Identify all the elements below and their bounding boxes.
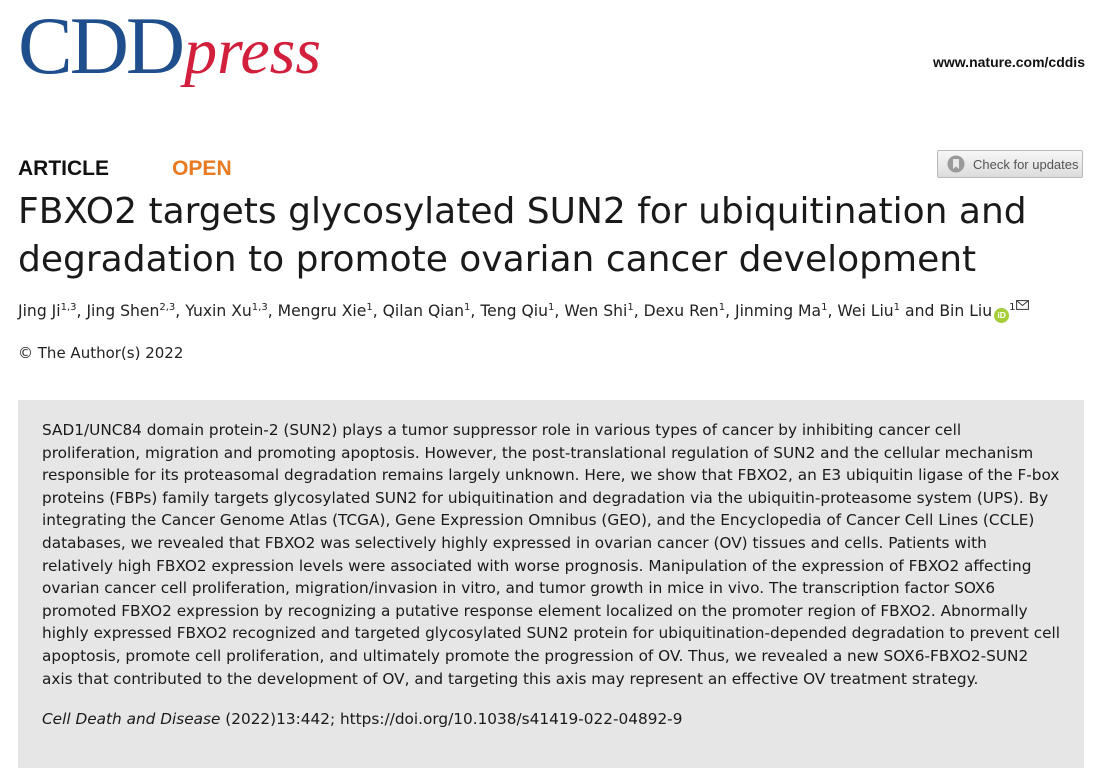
author-affiliation: 1 bbox=[464, 302, 471, 313]
author-name[interactable]: Yuxin Xu bbox=[185, 302, 252, 320]
author-name[interactable]: Dexu Ren bbox=[643, 302, 719, 320]
logo-main-text: CDD bbox=[18, 0, 183, 91]
author-affiliation: 2,3 bbox=[159, 302, 176, 313]
open-access-label: OPEN bbox=[172, 157, 232, 180]
author-name[interactable]: Wei Liu bbox=[837, 302, 894, 320]
author-affiliation: 1 bbox=[627, 302, 634, 313]
author-affiliation: 1 bbox=[548, 302, 555, 313]
author-name[interactable]: Qilan Qian bbox=[382, 302, 465, 320]
citation-line bbox=[42, 710, 1062, 728]
envelope-icon[interactable] bbox=[1016, 300, 1029, 310]
orcid-icon[interactable]: iD bbox=[994, 308, 1009, 323]
author-conjunction: and bbox=[905, 302, 935, 320]
abstract-panel bbox=[18, 400, 1084, 768]
abstract-text: SAD1/UNC84 domain protein-2 (SUN2) plays a tumor suppressor role in various types of cancer by inhibiting cancer cell proliferation, migration and promoting apoptosis. However, the post-translational regulation of SUN2 and the cellular mechanism responsible for its proteasomal degradation remains largely unknown. Here, we show that FBXO2, an E3 ubiquitin ligase of the F-box proteins (FBPs) family targets glycosylated SUN2 for ubiquitination and degradation via the ubiquitin-proteasome system (UPS). By integrating the Cancer Genome Atlas (TCGA), Gene Expression Omnibus (GEO), and the Encyclopedia of Cancer Cell Lines (CCLE) databases, we revealed that FBXO2 was selectively highly expressed in ovarian cancer (OV) tissues and cells. Patients with relatively high FBXO2 expression levels were associated with worse prognosis. Manipulation of the expression of FBXO2 affecting ovarian cancer cell proliferation, migration/invasion in vitro, and tumor growth in mice in vivo. The transcription factor SOX6 promoted FBXO2 expression by recognizing a putative response element localized on the promoter region of FBXO2. Abnormally highly expressed FBXO2 recognized and targeted glycosylated SUN2 protein for ubiquitination-depended degradation to prevent cell apoptosis, promote cell proliferation, and ultimately promote the progression of OV. Thus, we revealed a new SOX6-FBXO2-SUN2 axis that contributed to the development of OV, and targeting this axis may represent an effective OV treatment strategy. bbox=[42, 421, 1061, 688]
bookmark-ribbon-icon bbox=[946, 154, 966, 174]
author-name[interactable]: Teng Qiu bbox=[480, 302, 549, 320]
author-name[interactable]: Wen Shi bbox=[564, 302, 628, 320]
logo-sub-text: press bbox=[184, 15, 322, 88]
author-name[interactable]: Jing Ji bbox=[18, 302, 61, 320]
author-affiliation: 1 bbox=[1009, 302, 1016, 313]
author-name[interactable]: Mengru Xie bbox=[277, 302, 367, 320]
author-affiliation: 1,3 bbox=[251, 302, 268, 313]
doi-link[interactable]: https://doi.org/10.1038/s41419-022-04892-9 bbox=[339, 710, 683, 729]
author-affiliation: 1,3 bbox=[60, 302, 77, 313]
author-affiliation: 1 bbox=[718, 302, 726, 313]
citation-volume: (2022)13:442 bbox=[225, 710, 330, 729]
article-type-label: ARTICLE bbox=[18, 157, 109, 180]
check-for-updates-button[interactable] bbox=[937, 150, 1083, 178]
citation-separator: ; bbox=[329, 710, 336, 729]
journal-url-link[interactable]: www.nature.com/cddis bbox=[933, 54, 1085, 70]
author-affiliation: 1 bbox=[821, 302, 828, 313]
author-name[interactable]: Jing Shen bbox=[86, 302, 160, 320]
author-list: Jing Ji$^{1,3}$, Jing Shen$^{2,3}$, Yuxin Xu$^{1,3}$, Mengru Xie$^1$, Qilan Qian$^1$, Teng Qiu$^1$, Wen Shi$^1$, Dexu Ren$^1$, Jinming Ma$^1$, Wei Liu$^1$ and Bin Liu $iD^1$ bbox=[18, 300, 1098, 323]
author-name[interactable]: Bin Liu bbox=[939, 302, 993, 320]
journal-logo bbox=[18, 0, 322, 91]
author-name[interactable]: Jinming Ma bbox=[734, 302, 822, 320]
check-for-updates-label: Check for updates bbox=[973, 156, 1079, 172]
article-type-row bbox=[18, 157, 232, 181]
copyright-notice: © The Author(s) 2022 bbox=[18, 344, 184, 362]
citation-journal: Cell Death and Disease bbox=[42, 710, 221, 729]
author-affiliation: 1 bbox=[893, 302, 901, 313]
article-title: FBXO2 targets glycosylated SUN2 for ubiquitination and degradation to promote ovarian cancer development bbox=[18, 191, 1027, 280]
author-affiliation: 1 bbox=[366, 302, 373, 313]
